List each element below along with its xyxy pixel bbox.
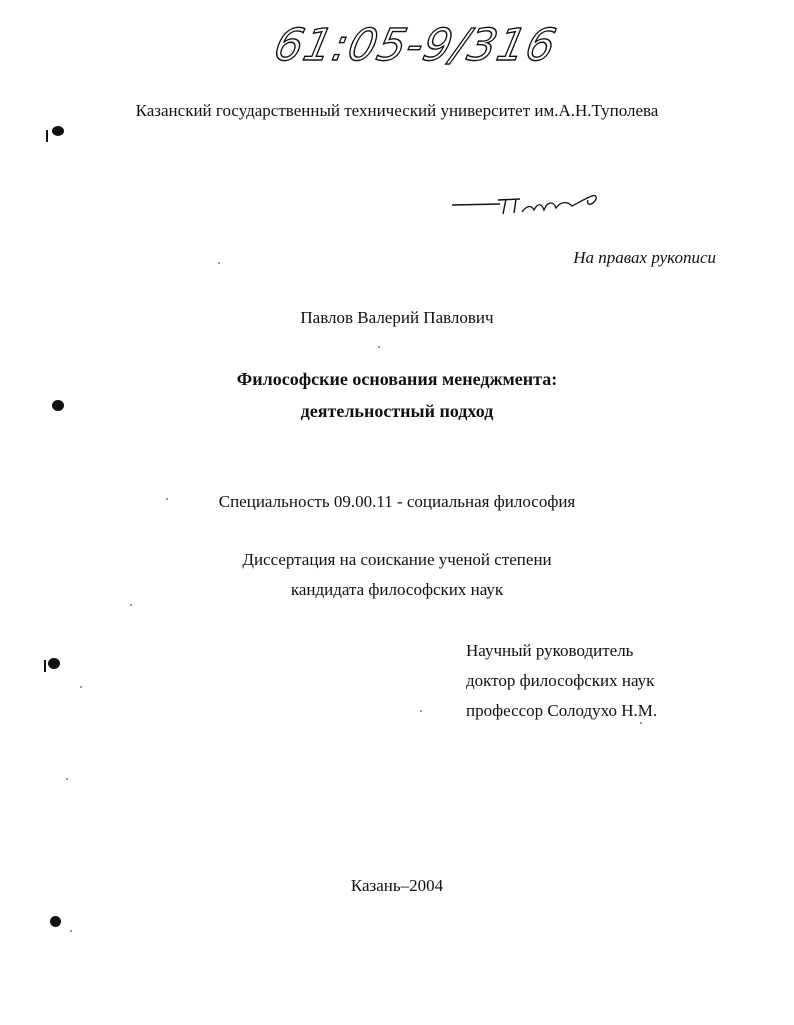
supervisor-degree: доктор философских наук bbox=[466, 671, 655, 690]
supervisor-role: Научный руководитель bbox=[466, 641, 634, 660]
supervisor-block bbox=[466, 636, 756, 726]
scan-speck bbox=[640, 722, 642, 724]
scan-speck bbox=[218, 262, 220, 264]
scan-speck bbox=[80, 686, 82, 688]
manuscript-note: На правах рукописи bbox=[573, 248, 716, 267]
scan-speck bbox=[420, 710, 422, 712]
supervisor-name: профессор Солодухо Н.М. bbox=[466, 701, 658, 720]
scan-speck bbox=[66, 778, 68, 780]
hole-mark-2 bbox=[52, 400, 64, 411]
hole-mark-3-tick bbox=[44, 660, 46, 672]
archive-stamp-text: 61:05-9/316 bbox=[269, 20, 561, 71]
scan-speck bbox=[70, 930, 72, 932]
scan-speck bbox=[130, 604, 132, 606]
city-year: Казань–2004 bbox=[350, 876, 444, 895]
signature-image bbox=[448, 188, 608, 222]
degree-line-1: Диссертация на соискание ученой степени bbox=[242, 550, 552, 569]
university-name: Казанский государственный технический университет им.А.Н.Туполева bbox=[135, 101, 659, 120]
scan-speck bbox=[378, 346, 380, 348]
hole-mark-1-tick bbox=[46, 130, 48, 142]
hole-mark-3 bbox=[48, 658, 60, 669]
specialty: Специальность 09.00.11 - социальная философия bbox=[218, 492, 576, 511]
hole-mark-4 bbox=[50, 916, 61, 927]
scan-speck bbox=[166, 498, 168, 500]
degree-line-2: кандидата философских наук bbox=[290, 580, 504, 599]
dissertation-title-line-2: деятельностный подход bbox=[300, 401, 494, 421]
hole-mark-1 bbox=[52, 126, 64, 136]
dissertation-title-line-1: Философские основания менеджмента: bbox=[236, 369, 558, 389]
author-name: Павлов Валерий Павлович bbox=[300, 308, 494, 327]
archive-stamp bbox=[269, 4, 561, 84]
